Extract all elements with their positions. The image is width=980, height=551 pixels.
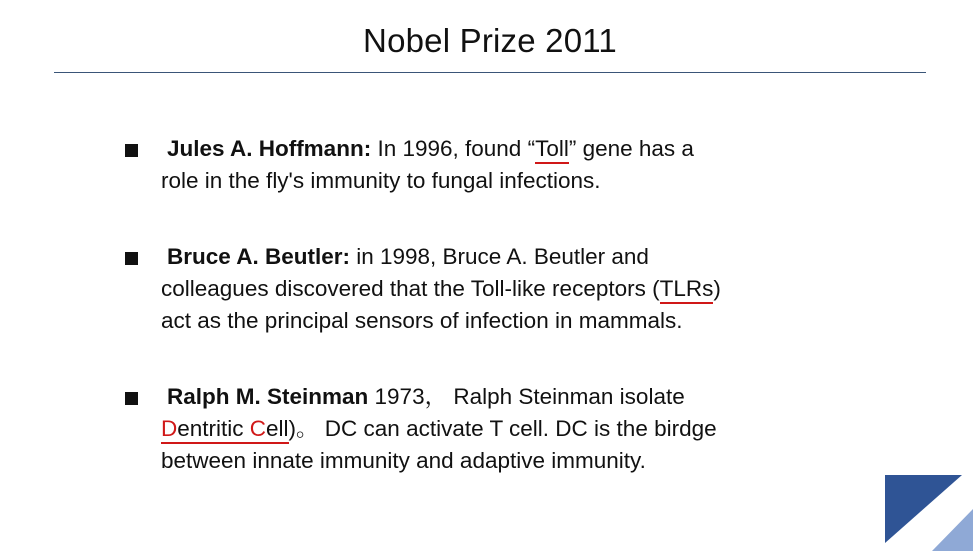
item-text: In 1996, found (371, 136, 528, 161)
title-divider (54, 72, 926, 73)
item-line: act as the principal sensors of infection in mammals. (161, 308, 683, 333)
light-triangle (932, 509, 973, 551)
square-bullet-icon (125, 392, 138, 405)
quote-open: “ (527, 136, 536, 161)
term-text: entritic (177, 416, 250, 441)
dendritic-cell-term (161, 416, 289, 444)
item-line: between innate immunity and adaptive immunity. (161, 448, 646, 473)
tlrs-term: TLRs (660, 276, 714, 304)
laureate-name: Bruce A. Beutler: (167, 244, 350, 269)
term-text: ell (266, 416, 289, 441)
square-bullet-icon (125, 252, 138, 265)
dc-letter-c: C (249, 416, 267, 441)
corner-decoration (880, 465, 980, 551)
item-line (167, 241, 649, 273)
laureate-name: Ralph M. Steinman (167, 384, 369, 409)
item-text: ) (713, 276, 721, 301)
toll-term: Toll (535, 136, 569, 164)
item-line (161, 273, 721, 305)
dc-letter-d: D (161, 416, 178, 441)
laureate-name: Jules A. Hoffmann: (167, 136, 372, 161)
item-line (161, 413, 717, 445)
item-text: colleagues discovered that the Toll-like receptors ( (161, 276, 660, 301)
square-bullet-icon (125, 144, 138, 157)
item-text: in 1998, Bruce A. Beutler and (349, 244, 649, 269)
item-text: 1973， Ralph Steinman isolate (368, 384, 685, 409)
item-line (167, 133, 694, 165)
item-line (167, 381, 685, 413)
item-text: gene has a (576, 136, 694, 161)
quote-close: ” (568, 136, 577, 161)
slide-title: Nobel Prize 2011 (363, 22, 617, 59)
item-line: role in the fly's immunity to fungal infections. (161, 168, 601, 193)
item-text: )。 DC can activate T cell. DC is the birdge (288, 416, 717, 441)
